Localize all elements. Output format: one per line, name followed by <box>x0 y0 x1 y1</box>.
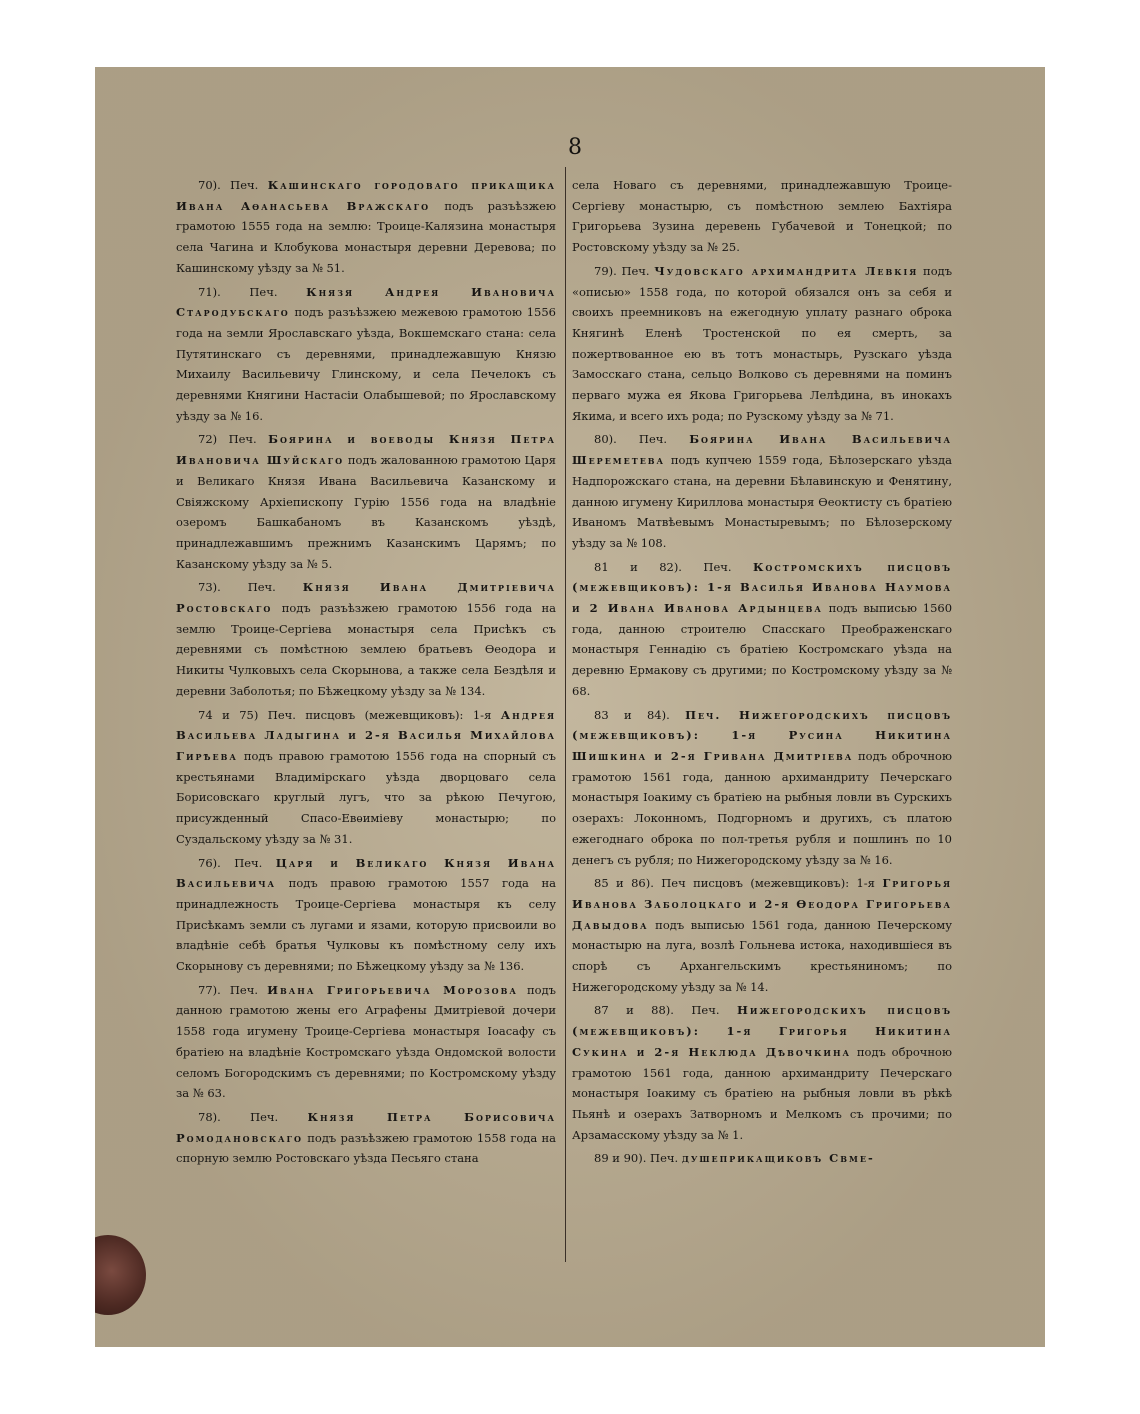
entry-83-84: 83 и 84). Печ. Нижегородскихъ писцовъ (межевщиковъ): 1-я Русина Никитина Шишкина и 2-я Гривана Дмитріева подъ оброчною грамотою 1561 года, данною архимандриту Печерскаго монастыря Іоакиму съ братіею на рыбныя ловли въ Сурскихъ озерахъ: Локонномъ, Подгорномъ и другихъ, съ платою ежегоднаго оброка по пол-третья рубля и пошлинъ по 10 денегъ съ рубля; по Нижегородскому уѣзду за № 16. <box>572 707 952 867</box>
page-number: 8 <box>568 135 582 160</box>
entry-76: 76). Печ. Царя и Великаго Князя Ивана Васильевича подъ правою грамотою 1557 года на принадлежность Троице-Сергіева монастыря къ селу Присѣкамъ земли съ лугами и язами, которую присвоили во владѣніе себѣ братья Чулковы къ помѣстному селу ихъ Скорынову съ деревнями; по Бѣжецкому уѣзду за № 136. <box>176 855 556 974</box>
column-divider <box>565 167 566 1262</box>
entry-85-86: 85 и 86). Печ писцовъ (межевщиковъ): 1-я Григорья Иванова Заболоцкаго и 2-я Ѳеодора Григорьева Давыдова подъ выписью 1561 года, данною Печерскому монастырю на луга, возлѣ Гольнева истока, находившіеся въ спорѣ съ Архангельскимъ крестьяниномъ; по Нижегородскому уѣзду за № 14. <box>572 876 953 994</box>
left-column <box>176 175 556 1172</box>
entry-71: 71). Печ. Князя Андрея Ивановича Стародубскаго подъ разъѣзжею межевою грамотою 1556 года на земли Ярославскаго уѣзда, Вокшемскаго стана: села Путятинскаго съ деревнями, принадлежавшую Князю Михаилу Васильевичу Глинскому, и села Печелокъ съ деревнями Княгини Настасіи Олабышевой; по Ярославскому уѣзду за № 16. <box>176 284 556 423</box>
entry-73: 73). Печ. Князя Ивана Дмитріевича Ростовскаго подъ разъѣзжею грамотою 1556 года на землю Троице-Сергіева монастыря села Присѣкъ съ деревнями съ помѣстною землею братьевъ Ѳеодора и Никиты Чулковыхъ села Скорынова, а также села Бездѣля и деревни Заболотья; по Бѣжецкому уѣзду за № 134. <box>176 580 557 698</box>
entry-78-continued: села Новаго съ деревнями, принадлежавшую Троице-Сергіеву монастырю, съ помѣстною землею Бахтіяра Григорьева Зузина деревень Губачевой и Тонецкой; по Ростовскому уѣзду за № 25. <box>572 178 952 255</box>
entry-70: 70). Печ. Кашинскаго городоваго прикащика Ивана Аѳанасьева Вражскаго подъ разъѣзжею грамотою 1555 года на землю: Троице-Калязина монастыря села Чагина и Клобукова монастыря деревни Деревова; по Кашинскому уѣзду за № 51. <box>176 178 557 275</box>
entry-79: 79). Печ. Чудовскаго архимандрита Левкія подъ «описью» 1558 года, по которой обязался онъ за себя и своихъ преемниковъ на ежегодную уплату разнаго оброка Княгинѣ Еленѣ Тростенской по ея смерть, за пожертвованное ею въ тотъ монастырь, Рузскаго уѣзда Замосскаго стана, сельцо Волково съ деревнями на поминъ перваго мужа ея Якова Григорьева Лелѣдина, въ инокахъ Якима, и всего ихъ рода; по Рузскому уѣзду за № 71. <box>572 263 953 423</box>
entry-89-90: 89 и 90). Печ. душеприкащиковъ Свме- <box>594 1151 875 1166</box>
entry-87-88: 87 и 88). Печ. Нижегородскихъ писцовъ (межевщиковъ): 1-я Григорья Никитина Сукина и 2-я Неклюда Дѣвочкина подъ оброчною грамотою 1561 года, данною архимандриту Печерскаго монастыря Іоакиму съ братіею на рыбныя ловли въ рѣкѣ Пьянѣ и озерахъ Затворномъ и Мелкомъ съ прочими; по Арзамасскому уѣзду за № 1. <box>572 1003 953 1142</box>
entry-77: 77). Печ. Ивана Григорьевича Морозова подъ данною грамотою жены его Аграфены Дмитріевой дочери 1558 года игумену Троице-Сергіева монастыря Іоасафу съ братіею на владѣніе Костромскаго уѣзда Ондомской волости селомъ Богородскимъ съ деревнями; по Костромскому уѣзду за № 63. <box>176 982 557 1101</box>
right-column <box>572 175 952 1172</box>
entry-81-82: 81 и 82). Печ. Костромскихъ писцовъ (межевщиковъ): 1-я Василья Иванова Наумова и 2 Ивана Иванова Ардынцева подъ выписью 1560 года, данною строителю Спасскаго Преображенскаго монастыря Геннадію съ братіею Костромскаго уѣзда на деревню Ермакову съ другими; по Костромскому уѣзду за № 68. <box>572 559 953 698</box>
entry-78: 78). Печ. Князя Петра Борисовича Ромодановскаго подъ разъѣзжею грамотою 1558 года на спорную землю Ростовскаго уѣзда Песьяго стана <box>176 1109 556 1166</box>
scanned-page <box>95 67 1045 1347</box>
entry-74-75: 74 и 75) Печ. писцовъ (межевщиковъ): 1-я Андрея Васильева Ладыгина и 2-я Василья Михайлова Гирѣева подъ правою грамотою 1556 года на спорный съ крестьянами Владимірскаго уѣзда дворцоваго села Борисовскаго круглый лугъ, что за рѣкою Печугою, присужденный Спасо-Евѳиміеву монастырю; по Суздальскому уѣзду за № 31. <box>176 707 557 846</box>
entry-72: 72) Печ. Боярина и воеводы Князя Петра Ивановича Шуйскаго подъ жалованною грамотою Царя и Великаго Князя Ивана Васильевича Казанскому и Свіяжскому Архіепископу Гурію 1556 года на владѣніе озеромъ Башкабаномъ въ Казанскомъ уѣздѣ, принадлежавшимъ прежнимъ Казанскимъ Царямъ; по Казанскому уѣзду за № 5. <box>176 432 557 571</box>
wax-seal-stain <box>95 1235 146 1315</box>
entry-80: 80). Печ. Боярина Ивана Васильевича Шереметева подъ купчею 1559 года, Бѣлозерскаго уѣзда Надпорожскаго стана, на деревни Бѣлавинскую и Фенятину, данною игумену Кириллова монастыря Ѳеоктисту съ братіею Иваномъ Матвѣевымъ Монастыревымъ; по Бѣлозерскому уѣзду за № 108. <box>572 432 952 550</box>
